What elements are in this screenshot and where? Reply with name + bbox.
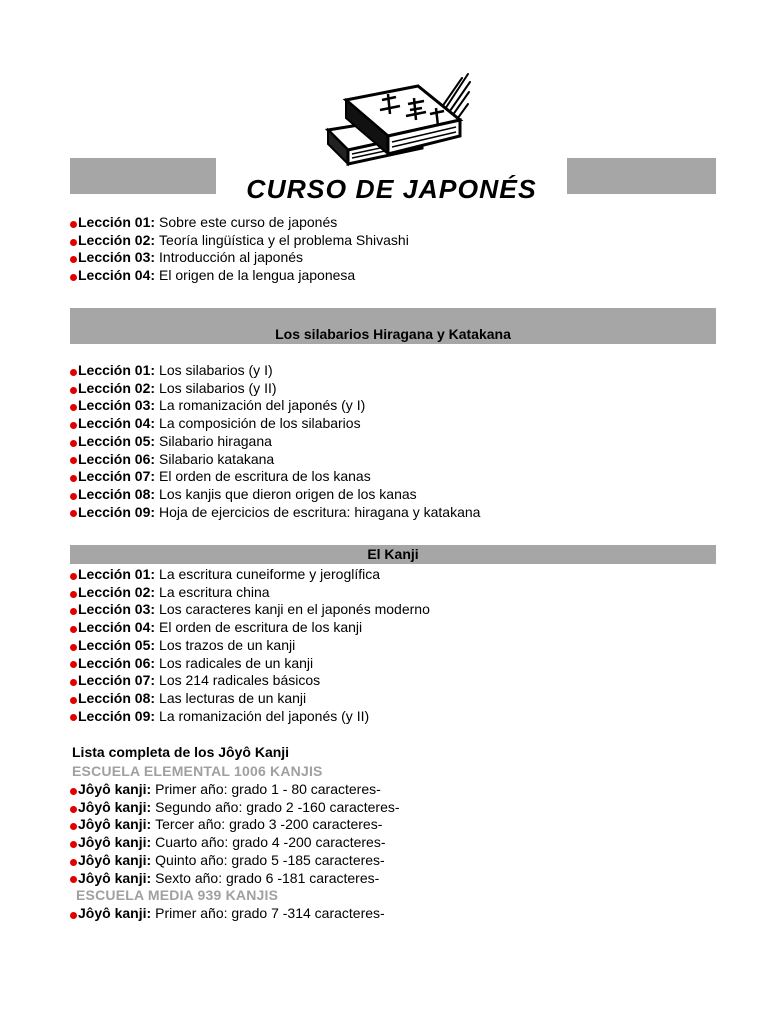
red-bullet-icon [70,440,77,447]
list-item[interactable]: Lección 02: La escritura china [70,584,430,602]
joyo-list-title[interactable]: Lista completa de los Jôyô Kanji [72,744,290,760]
red-bullet-icon [70,369,77,376]
red-bullet-icon [70,841,77,848]
red-bullet-icon [70,274,77,281]
list-item[interactable]: Lección 06: Silabario katakana [70,451,480,469]
list-item[interactable]: Lección 02: Teoría lingüística y el problema Shivashi [70,232,409,250]
list-item[interactable]: Jôyô kanji: Tercer año: grado 3 -200 caracteres- [70,816,400,834]
red-bullet-icon [70,573,77,580]
list-item[interactable]: Lección 01: Sobre este curso de japonés [70,214,409,232]
list-item[interactable]: Lección 06: Los radicales de un kanji [70,655,430,673]
red-bullet-icon [70,404,77,411]
list-item[interactable]: Lección 08: Las lecturas de un kanji [70,690,430,708]
kanji-lesson-list [70,566,430,725]
red-bullet-icon [70,387,77,394]
red-bullet-icon [70,475,77,482]
list-item[interactable]: Lección 03: Los caracteres kanji en el japonés moderno [70,601,430,619]
elementary-school-heading: ESCUELA ELEMENTAL 1006 KANJIS [72,763,323,779]
red-bullet-icon [70,679,77,686]
list-item[interactable]: Lección 05: Los trazos de un kanji [70,637,430,655]
list-item[interactable]: Jôyô kanji: Sexto año: grado 6 -181 caracteres- [70,870,400,888]
middle-kanji-list [70,905,385,923]
red-bullet-icon [70,859,77,866]
red-bullet-icon [70,912,77,919]
red-bullet-icon [70,591,77,598]
list-item[interactable]: Lección 05: Silabario hiragana [70,433,480,451]
red-bullet-icon [70,422,77,429]
red-bullet-icon [70,256,77,263]
section-heading-kanji: El Kanji [70,545,716,564]
red-bullet-icon [70,714,77,721]
red-bullet-icon [70,806,77,813]
red-bullet-icon [70,493,77,500]
list-item[interactable]: Lección 07: Los 214 radicales básicos [70,672,430,690]
intro-lesson-list [70,214,409,285]
title-bar-right [567,158,716,194]
list-item[interactable]: Lección 04: El orden de escritura de los kanji [70,619,430,637]
red-bullet-icon [70,239,77,246]
list-item[interactable]: Jôyô kanji: Cuarto año: grado 4 -200 caracteres- [70,834,400,852]
title-bar-left [70,158,216,194]
red-bullet-icon [70,788,77,795]
list-item[interactable]: Lección 02: Los silabarios (y II) [70,380,480,398]
list-item[interactable]: Lección 08: Los kanjis que dieron origen de los kanas [70,486,480,504]
red-bullet-icon [70,221,77,228]
silabarios-lesson-list [70,362,480,521]
list-item[interactable]: Lección 01: Los silabarios (y I) [70,362,480,380]
red-bullet-icon [70,510,77,517]
list-item[interactable]: Jôyô kanji: Primer año: grado 1 - 80 caracteres- [70,781,400,799]
middle-school-heading: ESCUELA MEDIA 939 KANJIS [76,887,279,903]
list-item[interactable]: Lección 07: El orden de escritura de los kanas [70,468,480,486]
red-bullet-icon [70,823,77,830]
list-item[interactable]: Lección 09: La romanización del japonés (y II) [70,708,430,726]
red-bullet-icon [70,661,77,668]
list-item[interactable]: Lección 03: Introducción al japonés [70,249,409,267]
red-bullet-icon [70,644,77,651]
list-item[interactable]: Jôyô kanji: Primer año: grado 7 -314 caracteres- [70,905,385,923]
red-bullet-icon [70,457,77,464]
list-item[interactable]: Jôyô kanji: Quinto año: grado 5 -185 caracteres- [70,852,400,870]
section-heading-silabarios: Los silabarios Hiragana y Katakana [70,308,716,344]
list-item[interactable]: Lección 03: La romanización del japonés (y I) [70,397,480,415]
red-bullet-icon [70,608,77,615]
books-with-brush-icon [322,70,472,178]
list-item[interactable]: Lección 09: Hoja de ejercicios de escritura: hiragana y katakana [70,504,480,522]
list-item[interactable]: Lección 01: La escritura cuneiforme y jeroglífica [70,566,430,584]
red-bullet-icon [70,876,77,883]
red-bullet-icon [70,626,77,633]
list-item[interactable]: Lección 04: El origen de la lengua japonesa [70,267,409,285]
list-item[interactable]: Jôyô kanji: Segundo año: grado 2 -160 caracteres- [70,799,400,817]
elementary-kanji-list [70,781,400,887]
red-bullet-icon [70,697,77,704]
page-title: CURSO DE JAPONÉS [246,174,537,204]
list-item[interactable]: Lección 04: La composición de los silabarios [70,415,480,433]
